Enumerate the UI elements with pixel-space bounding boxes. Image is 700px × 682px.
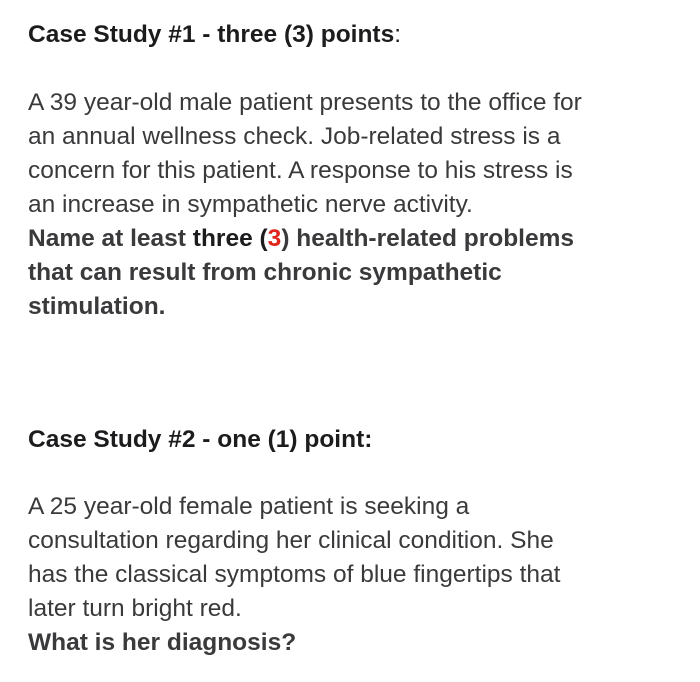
question-part-1: Name at least — [28, 225, 193, 252]
case-study-2-line-2: consultation regarding her clinical condition. She — [28, 527, 554, 554]
case-study-1 — [28, 18, 678, 52]
question-part-4: ) health-related problems — [281, 225, 575, 252]
case-study-1-line-3: concern for this patient. A response to his stress is — [28, 157, 573, 184]
case-study-1-heading-text: Case Study #1 - three (3) points — [28, 21, 395, 48]
case-study-1-question-line-2: that can result from chronic sympathetic — [28, 259, 502, 286]
case-study-1-line-2: an annual wellness check. Job-related stress is a — [28, 123, 561, 150]
case-study-2-question: What is her diagnosis? — [28, 629, 297, 656]
case-study-1-question-line-1 — [28, 222, 678, 256]
case-study-2-line-1: A 25 year-old female patient is seeking a — [28, 493, 470, 520]
question-number-three: 3 — [267, 225, 282, 252]
case-study-2-line-3: has the classical symptoms of blue fingertips that — [28, 561, 561, 588]
case-study-1-question-line-3: stimulation. — [28, 293, 166, 320]
case-study-1-body — [28, 86, 678, 324]
case-study-2 — [28, 423, 678, 457]
case-study-1-heading — [28, 18, 678, 52]
question-part-2: three ( — [192, 225, 268, 252]
case-study-2-line-4: later turn bright red. — [28, 595, 242, 622]
case-study-1-line-4: an increase in sympathetic nerve activity. — [28, 191, 473, 218]
case-study-2-body — [28, 490, 678, 660]
case-study-1-heading-colon: : — [394, 21, 402, 48]
case-study-2-heading: Case Study #2 - one (1) point: — [28, 426, 373, 453]
case-study-1-line-1: A 39 year-old male patient presents to the office for — [28, 89, 582, 116]
